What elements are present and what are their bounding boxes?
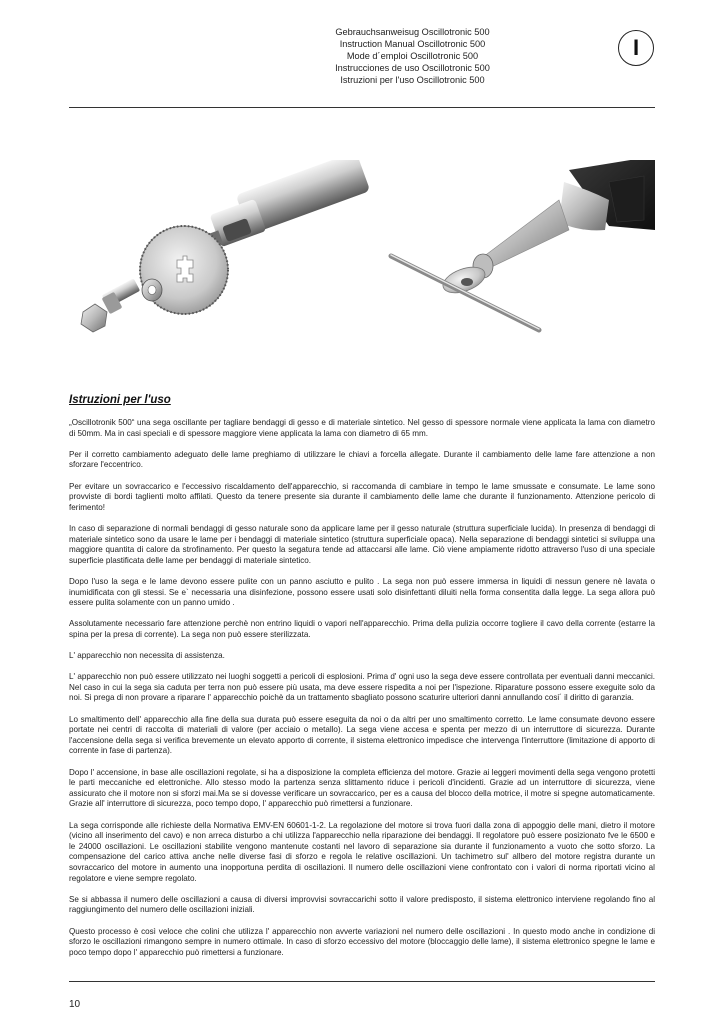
header-title-en: Instruction Manual Oscillotronic 500: [339, 39, 486, 49]
header-title-fr: Mode d´emploi Oscillotronic 500: [346, 51, 479, 61]
paragraph-oscillation-drop: Se si abbassa il numero delle oscillazioni a causa di diversi improvvisi sovraccarichi sotto il valore predisposto, il sistema elettronico interviene regolando fino al raggiungimento del numero delle oscillazioni iniziali.: [69, 894, 655, 915]
header-titles: [300, 26, 525, 86]
paragraph-intro: „Oscillotronik 500“ una sega oscillante per tagliare bendaggi di gesso e di materiale sintetico. Nel gesso di spessore normale viene applicata la lama con diametro di 50mm. Ma in casi speciali e di spessore maggiore viene applicata la lama con diametro di 65 mm.: [69, 418, 655, 438]
header-title-it: Istruzioni per l'uso Oscillotronic 500: [340, 75, 485, 85]
bolt-image: [81, 278, 140, 332]
mounted-blade-image: [391, 255, 539, 330]
washer-image: [142, 279, 162, 301]
section-title: Istruzioni per l'uso: [69, 394, 171, 406]
paragraph-maintenance: L' apparecchio non necessita di assistenza.: [69, 651, 225, 661]
paragraph-regulation: La sega corrisponde alle richieste della Normativa EMV-EN 60601-1-2. La regolazione del motore si trova fuori dalla zona di appoggio delle mani, dietro il motore (vicino all inserimento del cavo) e non arreca disturbo a chi utilizza l'apparecchio nella riparazione dei bendaggi. Il regolatore può essere posizionato fve le 6500 e le 24000 oscillazioni. Le oscillazioni stabilite vengono mantenute costanti nel lavoro di separazione sia durante il funzionamento a vuoto che sotto sforzo. La compensazione del carico attiva anche nelle diverse fasi di sforzo e regola le relative oscillazioni. Un tachimetro sul' allbero del motore registra durante un sovraccarico del motore in aumento una inopportuna perdita di oscillazioni. Il numero delle oscillazioni viene confrontato con i valori di norma riportati vicino al regolatore e viene sempre regolato.: [69, 820, 655, 883]
header-divider: [69, 107, 655, 108]
exploded-assembly-figure: [81, 160, 370, 332]
footer-divider: [69, 981, 655, 982]
saw-shaft-image: [207, 160, 370, 248]
paragraph-motor: Dopo l' accensione, in base alle oscillazioni regolate, si ha a disposizione la completa efficienza del motore. Grazie ai leggeri movimenti della sega vengono protetti le parti meccaniche ed elettroniche. Allo stesso modo la partenza senza slittamento riduce i pericoli d'incidenti. Grazie ad un interruttore di sicurezza, viene assicurato che il motore non si sforzi mai.Ma se si dovesse verificare un sovraccarico, per es a causa del blocco della motrice, il motre si spegne automaticamente. Grazie all' interruttore di sicurezza, poco tempo dopo, l' apparecchio può rimettersi a funzionare.: [69, 767, 655, 809]
instructions-body: [69, 418, 655, 969]
paragraph-blade-types: In caso di separazione di normali bendaggi di gesso naturale sono da applicare lame per il gesso naturale (struttura superficiale lucida). In presenza di bendaggi di materiale sintetico sono da usare le lame per i bendaggi di materiale sintetico (struttura superficiale opaca). Nella separazione di bendaggi sintetici si sviluppa una maggiore quantita di calore da strofinamento. Per questo la segatura tende ad attaccarsi alle lame. Ciò viene ampiamente ridotto attraverso l'uso di una speciale superficie plastificata delle lame per bendaggi di materiale sintetico.: [69, 523, 655, 565]
paragraph-process: Questo processo è così veloce che colini che utilizza l' apparecchio non avverte variazioni nel numero delle oscillazioni . In questo modo anche in condizione di sforzo le oscillazioni rimangono sempre in numero ottimale. In caso di sforzo eccessivo del motore (bloccaggio delle lame), il sistema elettronico spegne le lame e poco tempo dopo l' apparecchio può rimettersi a funzionare.: [69, 926, 655, 957]
header-title-es: Instrucciones de uso Oscillotronic 500: [335, 63, 490, 73]
product-figures: [69, 160, 655, 360]
paragraph-disposal: Lo smaltimento dell' apparecchio alla fine della sua durata può essere eseguita da noi o da altri per uno smaltimento corretto. Le lame consumate devono essere portate nei centri di raccolta di materiali di valore (per acciaio o metallo). La sega viene accesa e spenta per mezzo di un interruttore di sicurezza. Durante l'accensione della sega si verifica brevemente un elevato apporto di corrente, il sistema elettronico impedisce che intervenga l'interruttore (limitazione di apporto di corrente in fase di partenza).: [69, 714, 655, 756]
header-title-de: Gebrauchsanweisug Oscillotronic 500: [335, 27, 490, 37]
page-number: 10: [69, 999, 81, 1010]
saw-body-image: [473, 160, 655, 278]
paragraph-overload: Per evitare un sovraccarico e l'eccessivo riscaldamento dell'apparecchio, si raccomanda di cambiare in tempo le lame smussate e consumate. Le lame sono provviste di bordi taglienti molto affilati. Questo da tenere presente sia durante il cambiamento delle lame che durante il funzionamento. Attenzione pericolo di ferimento!: [69, 481, 655, 512]
paragraph-blade-change: Per il corretto cambiamento adeguato delle lame preghiamo di utilizzare le chiavi a forcella allegate. Durante il cambiamento delle lame fare attenzione a non sforzare l'eccentrico.: [69, 449, 655, 470]
paragraph-liquids: Assolutamente necessario fare attenzione perchè non entrino liquidi o vapori nell'apparecchio. Prima della pulizia occorre togliere il cavo della corrente (estarre la spina per la presa di corrente). La sega non può essere sterilizzata.: [69, 619, 655, 639]
paragraph-safety: L' apparecchio non può essere utilizzato nei luoghi soggetti a pericoli di esplosioni. Prima d' ogni uso la sega deve essere controllata per eventuali danni meccanici. Nel caso in cui la sega sia caduta per terra non può essere più usata, ma deve essere rispedita a noi per l'ispezione. Riparature possono essere exeguite solo da noi. Si prega di non provare a riparare l' apparecchio poichè da un trattamento sbagliato possono scaturire ulteriori danni annullando cosi´ il diritto di garanzia.: [69, 672, 655, 703]
paragraph-cleaning: Dopo l'uso la sega e le lame devono essere pulite con un panno asciutto e pulito . La sega non può essere immersa in liquidi di nessun genere nè lavata o inumidificata con gli stessi. Se e` necessaria una disinfezione, possono essere usati solo disinfettanti diluiti nella forma consentita dalla legge. La sega allora può essere pulita solamente con un panno umido .: [69, 576, 655, 608]
assembled-saw-figure: [391, 160, 655, 330]
language-badge: I: [618, 30, 654, 66]
